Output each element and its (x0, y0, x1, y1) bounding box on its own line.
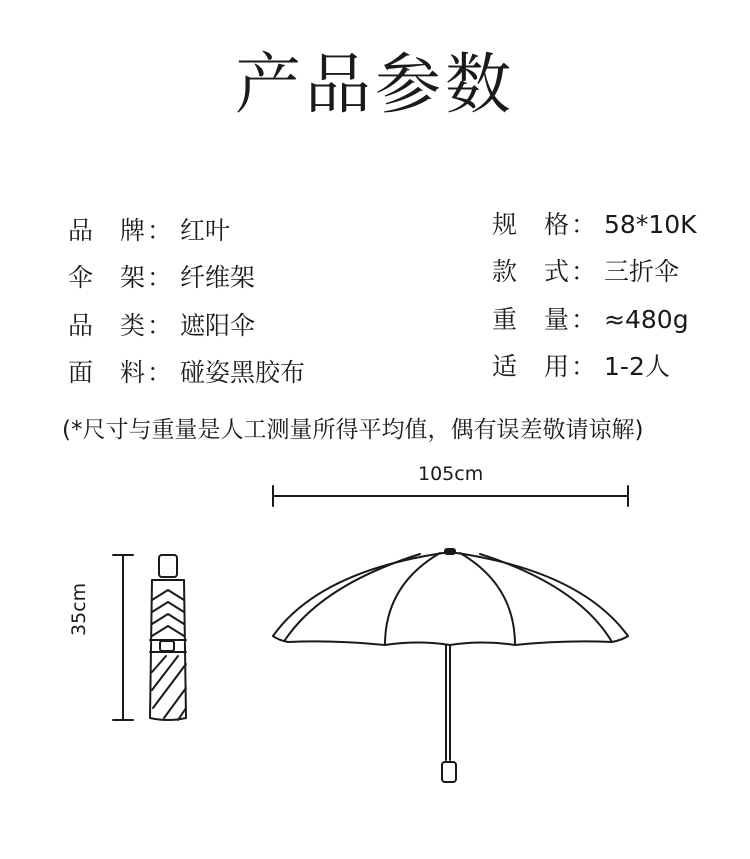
spec-value: 纤维架 (180, 263, 256, 292)
spec-key-char: 量 (544, 305, 570, 334)
spec-separator: ： (147, 263, 173, 292)
spec-value: 红叶 (180, 216, 231, 245)
spec-key-char: 面 (68, 358, 94, 387)
spec-separator: ： (147, 311, 173, 340)
spec-value: ≈480g (604, 305, 689, 334)
spec-separator: ： (571, 210, 597, 239)
spec-separator: ： (147, 216, 173, 245)
spec-key-char: 品 (68, 311, 94, 340)
page-title: 产品参数 (235, 46, 515, 123)
spec-separator: ： (571, 352, 597, 381)
spec-value: 三折伞 (604, 257, 680, 286)
spec-value: 碰姿黑胶布 (180, 358, 306, 387)
spec-key-char: 适 (492, 352, 518, 381)
spec-key-char: 料 (120, 358, 146, 387)
height-dimension-label: 35cm (68, 582, 90, 636)
folded-umbrella-icon (150, 555, 186, 720)
spec-key-char: 伞 (68, 263, 94, 292)
spec-key-char: 牌 (120, 216, 146, 245)
spec-value: 1-2人 (604, 352, 670, 381)
spec-key-char: 架 (120, 263, 146, 292)
open-umbrella-icon (273, 549, 628, 782)
spec-key-char: 款 (492, 257, 518, 286)
spec-separator: ： (147, 358, 173, 387)
spec-key-char: 类 (120, 311, 146, 340)
spec-key-char: 规 (492, 210, 518, 239)
spec-key-char: 重 (492, 305, 518, 334)
spec-separator: ： (571, 305, 597, 334)
spec-key-char: 用 (544, 352, 570, 381)
height-dimension-line (113, 555, 133, 720)
width-dimension-label: 105cm (418, 463, 484, 485)
spec-key-char: 式 (544, 257, 570, 286)
spec-key-char: 格 (544, 210, 570, 239)
measurement-disclaimer: (*尺寸与重量是人工测量所得平均值，偶有误差敬请谅解) (62, 417, 644, 443)
spec-value: 遮阳伞 (180, 311, 256, 340)
spec-key-char: 品 (68, 216, 94, 245)
width-dimension-line (273, 486, 628, 506)
spec-separator: ： (571, 257, 597, 286)
spec-value: 58*10K (604, 210, 697, 239)
